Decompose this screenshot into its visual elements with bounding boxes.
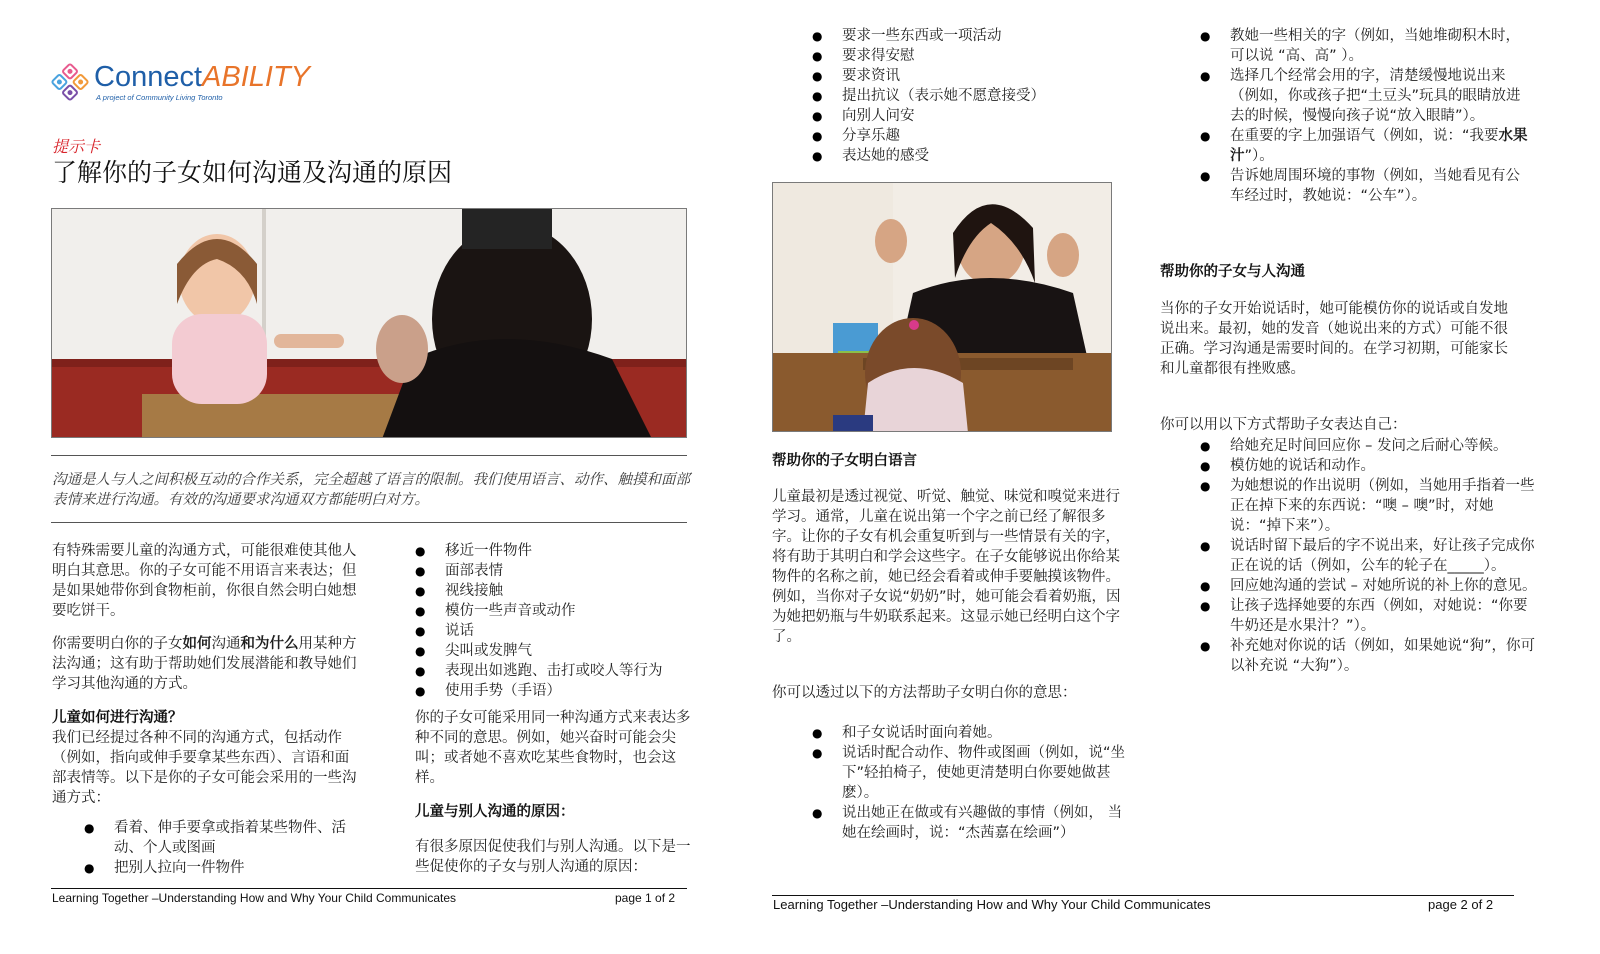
para-special-needs: 有特殊需要儿童的沟通方式，可能很难使其他人明白其意思。你的子女可能不用语言来表达；但是如果她带你到食物柜前，你很自然会明白她想要吃饼干。 bbox=[52, 543, 357, 619]
list-item: ● 说话时留下最后的字不说出来，好让孩子完成你正在说的话（例如，公车的轮子在_____）。 bbox=[1200, 536, 1540, 576]
page-2 bbox=[760, 0, 1600, 954]
para-same-method: 你的子女可能采用同一种沟通方式来表达多种不同的意思。例如，她兴奋时可能会尖叫；或者她不喜欢吃某些食物时，也会这样。 bbox=[415, 710, 691, 786]
brand-tagline: A project of Community Living Toronto bbox=[96, 93, 223, 102]
brand-name-ability: ABILITY bbox=[202, 61, 311, 93]
page-title: 了解你的子女如何沟通及沟通的原因 bbox=[52, 158, 453, 187]
list-teach-words bbox=[1200, 26, 1530, 206]
list-item: ● 和子女说话时面向着她。 bbox=[812, 723, 1127, 743]
list-item: ● 说出她正在做或有兴趣做的事情（例如， 当她在绘画时，说：“杰茜嘉在绘画”） bbox=[812, 803, 1127, 843]
list-item: ● 要求得安慰 bbox=[812, 46, 1142, 66]
photo-therapist-gesturing bbox=[772, 182, 1112, 432]
para2-text-2: 沟通 bbox=[211, 636, 241, 652]
list-item: ● 模仿她的说话和动作。 bbox=[1200, 456, 1540, 476]
page-1 bbox=[0, 0, 760, 954]
heading-help-understand-language: 帮助你的子女明白语言 bbox=[772, 453, 917, 469]
list-item: ● 要求资讯 bbox=[812, 66, 1142, 86]
list-communication-ways-right bbox=[415, 541, 705, 701]
emphasis-text-1: 在重要的字上加强语气（例如，说：“我要 bbox=[1230, 128, 1499, 144]
list-item: ● 模仿一些声音或动作 bbox=[415, 601, 705, 621]
list-item: ● 说话时配合动作、物件或图画（例如，说“坐下”轻拍椅子，使她更清楚明白你要她做甚麽）。 bbox=[812, 743, 1127, 803]
para2-bold-why: 和为什么 bbox=[240, 636, 299, 652]
photo-child-and-therapist bbox=[51, 208, 687, 438]
intro-top-rule bbox=[51, 455, 687, 456]
list-item: ● 分享乐趣 bbox=[812, 126, 1142, 146]
heading-how-children-communicate: 儿童如何进行沟通？ bbox=[52, 710, 183, 726]
para-why-communicate: 有很多原因促使我们与别人沟通。以下是一些促使你的子女与别人沟通的原因： bbox=[415, 839, 691, 875]
brand-logo bbox=[50, 60, 350, 106]
para-express-intro: 你可以用以下方式帮助子女表达自己： bbox=[1160, 417, 1407, 433]
para2-text-3: 用某种方法沟通；这有助于帮助她们发展潜能和教导她们学习其他沟通的方式。 bbox=[52, 636, 357, 692]
list-express bbox=[1200, 436, 1540, 676]
footer-title: Learning Together –Understanding How and Why Your Child Communicates bbox=[52, 891, 457, 905]
heading-why-communicate: 儿童与别人沟通的原因： bbox=[415, 804, 575, 820]
para2-bold-how: 如何 bbox=[182, 636, 212, 652]
list-item: ● 使用手势（手语） bbox=[415, 681, 705, 701]
tip-card-kicker: 提示卡 bbox=[52, 137, 101, 156]
para-methods-intro: 你可以透过以下的方法帮助子女明白你的意思： bbox=[772, 685, 1077, 701]
list-item: ● 为她想说的作出说明（例如，当她用手指着一些正在掉下来的东西说：“噢 – 噢”时，对她说：“掉下来”）。 bbox=[1200, 476, 1540, 536]
list-item: ● 提出抗议（表示她不愿意接受） bbox=[812, 86, 1142, 106]
list-item: ● 向别人问安 bbox=[812, 106, 1142, 126]
list-item: ● 给她充足时间回应你 – 发问之后耐心等候。 bbox=[1200, 436, 1540, 456]
footer-rule bbox=[772, 895, 1514, 896]
list-item: ● 回应她沟通的尝试 – 对她所说的补上你的意见。 bbox=[1200, 576, 1540, 596]
list-item: ● 告诉她周围环境的事物（例如，当她看见有公车经过时，教她说：“公车”）。 bbox=[1200, 166, 1530, 206]
photo-illustration bbox=[52, 209, 687, 438]
brand-wordmark bbox=[94, 60, 310, 94]
list-item: ● 视线接触 bbox=[415, 581, 705, 601]
list-reasons bbox=[812, 26, 1142, 166]
footer-page-number: page 2 of 2 bbox=[1428, 897, 1494, 912]
list-item: ● 让孩子选择她要的东西（例如，对她说：“你要牛奶还是水果汁？”）。 bbox=[1200, 596, 1540, 636]
list-communication-ways-left bbox=[84, 818, 364, 878]
list-item: ● 表现出如逃跑、击打或咬人等行为 bbox=[415, 661, 705, 681]
para-understand-language: 儿童最初是透过视觉、听觉、触觉、味觉和嗅觉来进行学习。通常，儿童在说出第一个字之前已经了解很多字。让你的子女有机会重复听到与一些情景有关的字，将有助于其明白和学会这些字。在子女能够说出你给某物件的名称之前，她已经会看着或伸手要触摸该物件。例如，当你对子女说“奶奶”时，她可能会看着奶瓶，因为她把奶瓶与牛奶联系起来。这显示她已经明白这个字了。 bbox=[772, 489, 1121, 645]
list-item: ● 移近一件物件 bbox=[415, 541, 705, 561]
list-item: ● 面部表情 bbox=[415, 561, 705, 581]
list-item: ● 尖叫或发脾气 bbox=[415, 641, 705, 661]
heading-help-communicate: 帮助你的子女与人沟通 bbox=[1160, 264, 1305, 280]
list-item: ● 补充她对你说的话（例如，如果她说“狗”，你可以补充说 “大狗”）。 bbox=[1200, 636, 1540, 676]
emphasis-bold-juice: 水果汁 bbox=[1230, 128, 1528, 164]
list-item: ● 要求一些东西或一项活动 bbox=[812, 26, 1142, 46]
list-item: ● 教她一些相关的字（例如，当她堆砌积木时，可以说 “高、高” ）。 bbox=[1200, 26, 1530, 66]
brand-name-connect: Connect bbox=[94, 61, 203, 93]
list-item: ● 表达她的感受 bbox=[812, 146, 1142, 166]
footer-page-number: page 1 of 2 bbox=[615, 891, 676, 905]
list-item: ● 说话 bbox=[415, 621, 705, 641]
list-item bbox=[1200, 126, 1530, 166]
para-communication-ways: 我们已经提过各种不同的沟通方式，包括动作（例如，指向或伸手要拿某些东西）、言语和面部表情等。以下是你的子女可能会采用的一些沟通方式： bbox=[52, 730, 357, 806]
list-item: ● 把别人拉向一件物件 bbox=[84, 858, 364, 878]
para2-text-1: 你需要明白你的子女 bbox=[52, 636, 183, 652]
list-item: ● 看着、伸手要拿或指着某些物件、活动、个人或图画 bbox=[84, 818, 364, 858]
intro-text: 沟通是人与人之间积极互动的合作关系，完全超越了语言的限制。我们使用语言、动作、触摸和面部表情来进行沟通。有效的沟通要求沟通双方都能明白对方。 bbox=[52, 472, 690, 508]
footer-rule bbox=[51, 888, 687, 889]
para-communicate: 当你的子女开始说话时，她可能模仿你的说话或自发地说出来。最初，她的发音（她说出来的方式）可能不很正确。学习沟通是需要时间的。在学习初期，可能家长和儿童都很有挫败感。 bbox=[1160, 301, 1508, 377]
photo-illustration bbox=[773, 183, 1112, 432]
connectability-logo-icon bbox=[50, 62, 90, 102]
emphasis-text-2: ”）。 bbox=[1244, 148, 1274, 164]
intro-bottom-rule bbox=[51, 522, 687, 523]
list-methods bbox=[812, 723, 1127, 843]
para-understand-how-why bbox=[52, 634, 362, 694]
footer-title: Learning Together –Understanding How and Why Your Child Communicates bbox=[773, 897, 1211, 912]
list-item: ● 选择几个经常会用的字，清楚缓慢地说出来（例如，你或孩子把“土豆头”玩具的眼睛放进去的时候，慢慢向孩子说“放入眼睛”）。 bbox=[1200, 66, 1530, 126]
